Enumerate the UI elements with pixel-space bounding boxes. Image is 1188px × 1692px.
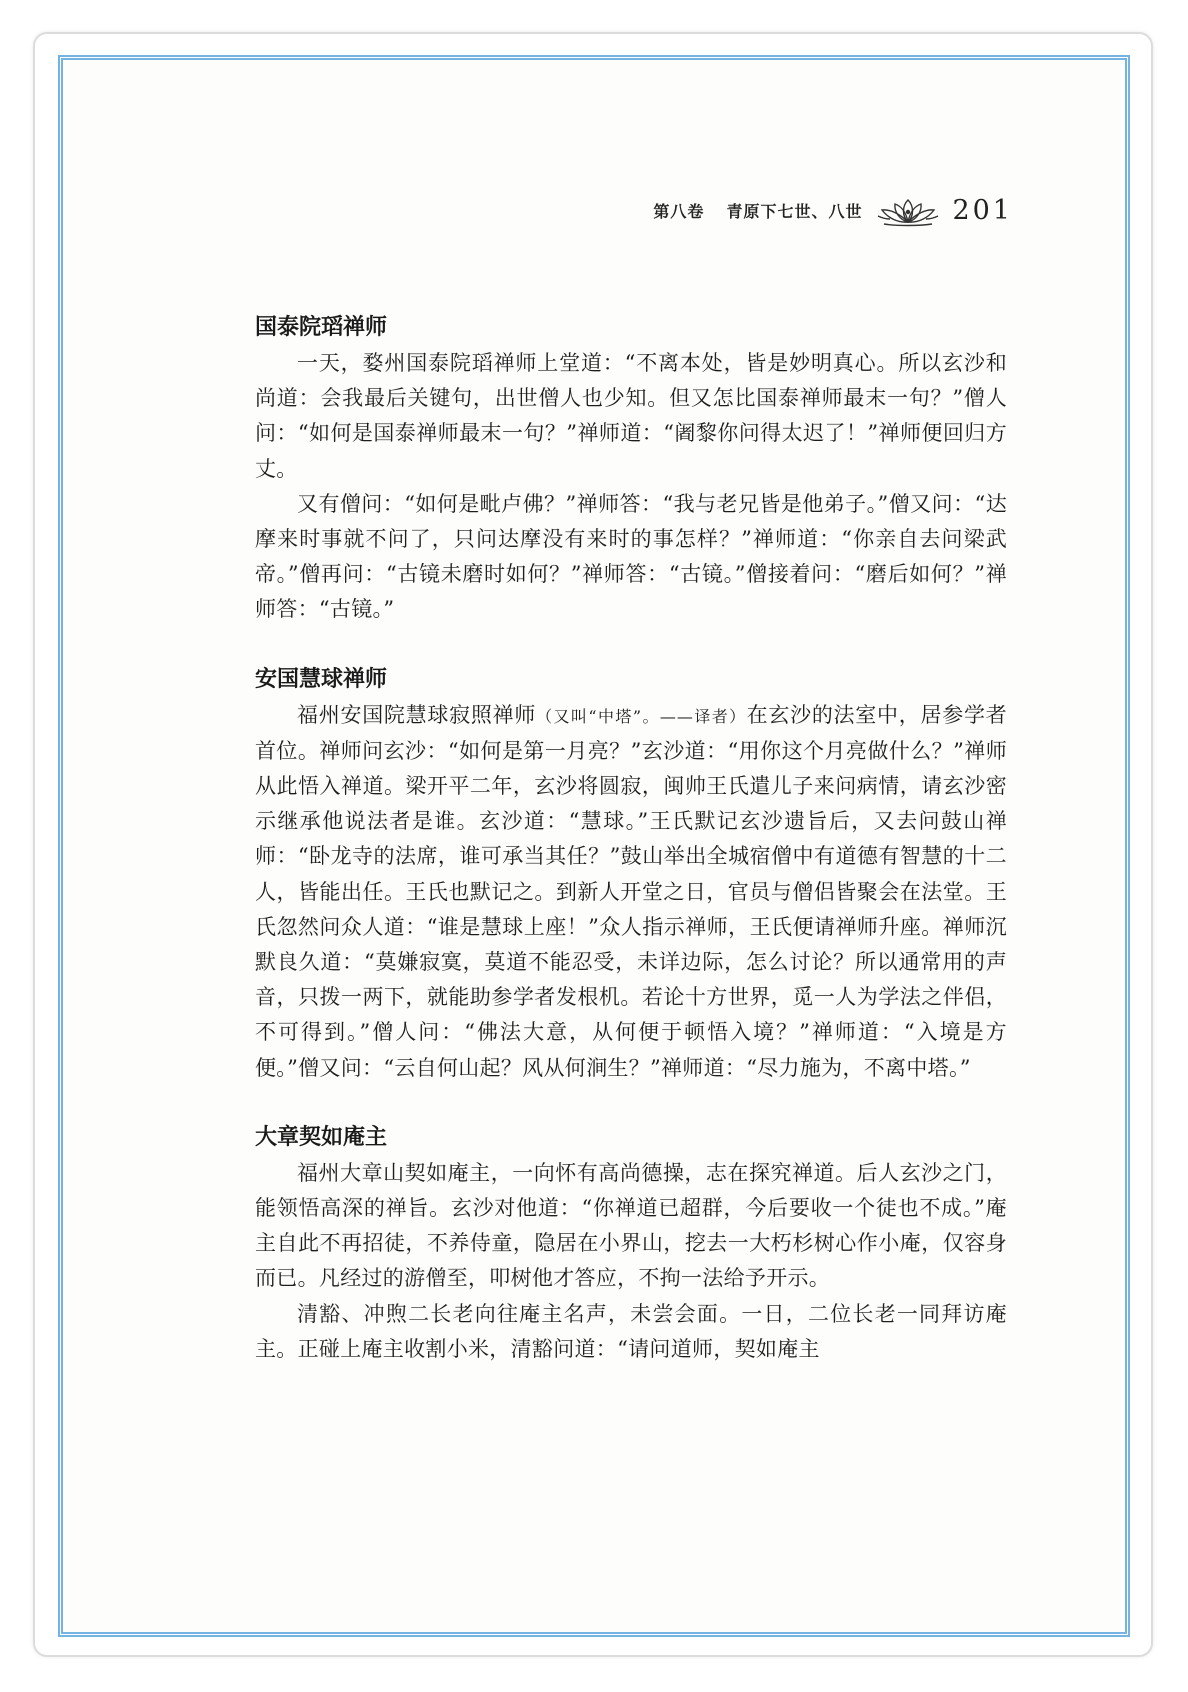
section-title: 大章契如庵主: [255, 1124, 388, 1150]
page-frame: [58, 55, 1130, 1637]
section-title: 安国慧球禅师: [255, 666, 388, 692]
page-number: 201: [952, 194, 1013, 226]
paragraph: 福州大章山契如庵主，一向怀有高尚德操，志在探究禅道。后人玄沙之门，能领悟高深的禅旨。玄沙对他道：“你禅道已超群，今后要收一个徒也不成。”庵主自此不再招徒，不养侍童，隐居在小界山，挖去一大朽杉树心作小庵，仅容身而已。凡经过的游僧至，叩树他才答应，不拘一法给予开示。: [255, 1160, 1007, 1291]
header-chapter: 青原下七世、八世: [726, 201, 863, 221]
lotus-icon: [876, 192, 940, 228]
section-anguo: [255, 662, 1007, 1086]
section-dazhang: [255, 1120, 1007, 1367]
paragraph-text: 福州安国院慧球寂照禅师: [297, 702, 537, 727]
paragraph: 清豁、冲煦二长老向往庵主名声，未尝会面。一日，二位长老一同拜访庵主。正碰上庵主收割小米，清豁问道：“请问道师，契如庵主: [255, 1301, 1007, 1361]
paragraph: [255, 698, 1007, 1086]
paragraph: 又有僧问：“如何是毗卢佛？”禅师答：“我与老兄皆是他弟子。”僧又问：“达摩来时事就不问了，只问达摩没有来时的事怎样？”禅师道：“你亲自去问梁武帝。”僧再问：“古镜未磨时如何？”禅师答：“古镜。”僧接着问：“磨后如何？”禅师答：“古镜。”: [255, 491, 1007, 622]
paragraph: 一天，婺州国泰院瑫禅师上堂道：“不离本处，皆是妙明真心。所以玄沙和尚道：会我最后关键句，出世僧人也少知。但又怎比国泰禅师最末一句？”僧人问：“如何是国泰禅师最末一句？”禅师道：“阇黎你问得太迟了！”禅师便回归方丈。: [255, 351, 1007, 481]
header-volume: 第八卷: [653, 201, 705, 221]
running-header: [653, 190, 1013, 230]
section-guotai: [255, 310, 1007, 628]
book-page: [63, 60, 1125, 1632]
section-title: 国泰院瑫禅师: [255, 315, 388, 340]
page-body: [255, 310, 1007, 1401]
translator-note: （又叫“中塔”。——译者）: [536, 706, 747, 726]
paragraph-text: 在玄沙的法室中，居参学者首位。禅师问玄沙：“如何是第一月亮？”玄沙道：“用你这个月亮做什么？”禅师从此悟入禅道。梁开平二年，玄沙将圆寂，闽帅王氏遣儿子来问病情，请玄沙密示继承他说法者是谁。玄沙道：“慧球。”王氏默记玄沙遗旨后，又去问鼓山禅师：“卧龙寺的法席，谁可承当其任？”鼓山举出全城宿僧中有道德有智慧的十二人，皆能出任。王氏也默记之。到新人开堂之日，官员与僧侣皆聚会在法堂。王氏忽然问众人道：“谁是慧球上座！”众人指示禅师，王氏便请禅师升座。禅师沉默良久道：“莫嫌寂寞，莫道不能忍受，未详边际，怎么讨论？所以通常用的声音，只拨一两下，就能助参学者发根机。若论十方世界，觅一人为学法之伴侣，不可得到。”僧人问：“佛法大意，从何便于顿悟入境？”禅师道：“入境是方便。”僧又问：“云自何山起？风从何涧生？”禅师道：“尽力施为，不离中塔。”: [255, 702, 1007, 1080]
